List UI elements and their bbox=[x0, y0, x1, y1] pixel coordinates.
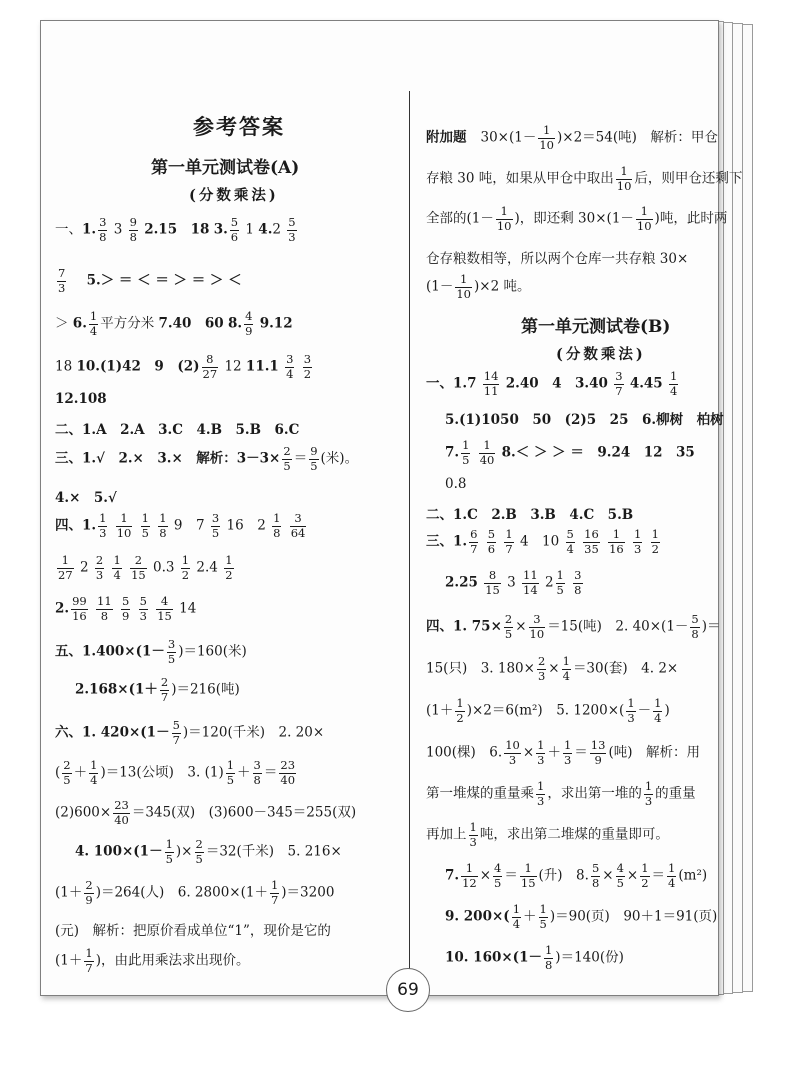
sec2-row: 二、1.A 2.A 3.C 4.B 5.B 6.C bbox=[55, 422, 300, 438]
b-sec1-row2: 5.(1)1050 50 (2)5 25 6.柳树 柏树 bbox=[445, 412, 724, 428]
unit-a-title: 第一单元测试卷(A) bbox=[151, 158, 300, 178]
b-sec4-row9: 10. 160×(1－ $\frac{1}{8}$ )＝140(份) bbox=[445, 943, 624, 972]
page-title: 参考答案 bbox=[193, 114, 285, 139]
sec6-row6: (元) 解析：把原价看成单位“1”，现价是它的 bbox=[55, 923, 331, 939]
unit-b-subtitle: (分数乘法) bbox=[556, 346, 646, 363]
sec1-row1: 一、1. $\frac{3}{8}$ 3 $\frac{9}{8}$ 2.15 18 3. $\frac{5}{6}$ 1 4.2 $\frac{5}{3}$ bbox=[55, 215, 296, 244]
sec5-row1: 五、1.400×(1－ $\frac{3}{5}$ )＝160(米) bbox=[55, 637, 247, 666]
unit-a-subtitle: (分数乘法) bbox=[189, 187, 279, 204]
answer-page bbox=[40, 20, 743, 1000]
b-sec1-row1: 一、1.7 $\frac{14}{11}$ 2.40 4 3.40 $\frac{3}{7}$ 4.45 $\frac{1}{4}$ bbox=[426, 369, 678, 398]
b-sec4-row5: 第一堆煤的重量乘 $\frac{1}{3}$ ，求出第一堆的 $\frac{1}{3}$ 的重量 bbox=[426, 779, 696, 808]
sec3-row2: 4.× 5.√ bbox=[55, 490, 117, 506]
column-divider bbox=[409, 91, 410, 971]
unit-b-title: 第一单元测试卷(B) bbox=[521, 317, 671, 337]
b-sec1-row3: 7. $\frac{1}{5}$ $\frac{1}{40}$ 8.＜ ＞ ＞ ＝ 9.24 12 35 bbox=[445, 438, 695, 467]
extra-row3: 全部的(1－ $\frac{1}{10}$ )，即还剩 30×(1－ $\frac{1}{10}$ )吨，此时两 bbox=[426, 204, 728, 233]
extra-row4: 仓存粮数相等，所以两个仓库一共存粮 30× bbox=[426, 251, 689, 267]
sec3-row1: 三、1.√ 2.× 3.× 解析：3－3× $\frac{2}{5}$ ＝ $\frac{9}{5}$ (米)。 bbox=[55, 444, 359, 473]
sec1-row3: ＞ 6. $\frac{1}{4}$ 平方分米 7.40 60 8. $\frac{4}{9}$ 9.12 bbox=[55, 309, 293, 338]
extra-row5: (1－ $\frac{1}{10}$ )×2 吨。 bbox=[426, 272, 531, 301]
sec6-row5: (1＋ $\frac{2}{9}$ )＝264(人) 6. 2800×(1＋ $\frac{1}{7}$ )＝3200 bbox=[55, 878, 335, 907]
sec5-row2: 2.168×(1＋ $\frac{2}{7}$ )＝216(吨) bbox=[75, 675, 240, 704]
b-sec2-row: 二、1.C 2.B 3.B 4.C 5.B bbox=[426, 507, 634, 523]
sec4-row2: $\frac{1}{27}$ 2 $\frac{2}{3}$ $\frac{1}{4}$ $\frac{2}{15}$ 0.3 $\frac{1}{2}$ 2.4 $\frac{1}{2}$ bbox=[58, 553, 233, 582]
b-sec1-row4: 0.8 bbox=[445, 476, 467, 492]
sec1-row2: $\frac{7}{3}$ 5.＞ ＝ ＜ ＝ ＞ ＝ ＞ ＜ bbox=[58, 266, 242, 295]
sec1-row4: 18 10.(1)42 9 (2) $\frac{8}{27}$ 12 11.1 $\frac{3}{4}$ $\frac{3}{2}$ bbox=[55, 352, 312, 381]
sec4-row1: 四、1. $\frac{1}{3}$ $\frac{1}{10}$ $\frac{1}{5}$ $\frac{1}{8}$ 9 7 $\frac{3}{5}$ 16 2 $\frac{1}{8}$ $\frac{3}{64}$ bbox=[55, 511, 306, 540]
b-sec4-row4: 100(棵) 6. $\frac{10}{3}$ × $\frac{1}{3}$ ＋ $\frac{1}{3}$ ＝ $\frac{13}{9}$ (吨) 解析：用 bbox=[426, 738, 700, 767]
sec6-row1: 六、1. 420×(1－ $\frac{5}{7}$ )＝120(千米) 2. 20× bbox=[55, 718, 325, 747]
sec4-row3: 2. $\frac{99}{16}$ $\frac{11}{8}$ $\frac{5}{9}$ $\frac{5}{3}$ $\frac{4}{15}$ 14 bbox=[55, 594, 197, 623]
sec6-row2: ( $\frac{2}{5}$ ＋ $\frac{1}{4}$ )＝13(公顷) 3. (1) $\frac{1}{5}$ ＋ $\frac{3}{8}$ ＝ $\frac{23}{40}$ bbox=[55, 758, 296, 787]
b-sec4-row3: (1＋ $\frac{1}{2}$ )×2＝6(m²) 5. 1200×( $\frac{1}{3}$ － $\frac{1}{4}$ ) bbox=[426, 696, 670, 725]
b-sec4-row6: 再加上 $\frac{1}{3}$ 吨，求出第二堆煤的重量即可。 bbox=[426, 820, 669, 849]
sec6-row7: (1＋ $\frac{1}{7}$ )，由此用乘法求出现价。 bbox=[55, 946, 250, 975]
b-sec4-row8: 9. 200×( $\frac{1}{4}$ ＋ $\frac{1}{5}$ )＝90(页) 90＋1＝91(页) bbox=[445, 902, 718, 931]
extra-row2: 存粮 30 吨，如果从甲仓中取出 $\frac{1}{10}$ 后，则甲仓还剩下 bbox=[426, 164, 743, 193]
b-sec3-row2: 2.25 $\frac{8}{15}$ 3 $\frac{11}{14}$ 2 $\frac{1}{5}$ $\frac{3}{8}$ bbox=[445, 568, 582, 597]
sec1-row5: 12.108 bbox=[55, 391, 107, 407]
page-number: 69 bbox=[386, 968, 430, 1012]
b-sec4-row2: 15(只) 3. 180× $\frac{2}{3}$ × $\frac{1}{4}$ ＝30(套) 4. 2× bbox=[426, 654, 679, 683]
sec6-row4: 4. 100×(1－ $\frac{1}{5}$ )× $\frac{2}{5}$ ＝32(千米) 5. 216× bbox=[75, 837, 342, 866]
b-sec3-row1: 三、1. $\frac{6}{7}$ $\frac{5}{6}$ $\frac{1}{7}$ 4 10 $\frac{5}{4}$ $\frac{16}{35}$ $\frac{1}{16}$ $\frac{1}{3}$ $\frac{1}{2}$ bbox=[426, 527, 659, 556]
b-sec4-row1: 四、1. 75× $\frac{2}{5}$ × $\frac{3}{10}$ ＝15(吨) 2. 40×(1－ $\frac{5}{8}$ )＝ bbox=[426, 612, 721, 641]
sec6-row3: (2)600× $\frac{23}{40}$ ＝345(双) (3)600－345＝255(双) bbox=[55, 798, 357, 827]
b-sec4-row7: 7. $\frac{1}{12}$ × $\frac{4}{5}$ ＝ $\frac{1}{15}$ (升) 8. $\frac{5}{8}$ × $\frac{4}{5}$ × $\frac{1}{2}$ ＝ $\frac{1}{4}$ (m²) bbox=[445, 861, 708, 890]
extra-row1: 附加题 30×(1－ $\frac{1}{10}$ )×2＝54(吨) 解析：甲仓 bbox=[426, 123, 718, 152]
